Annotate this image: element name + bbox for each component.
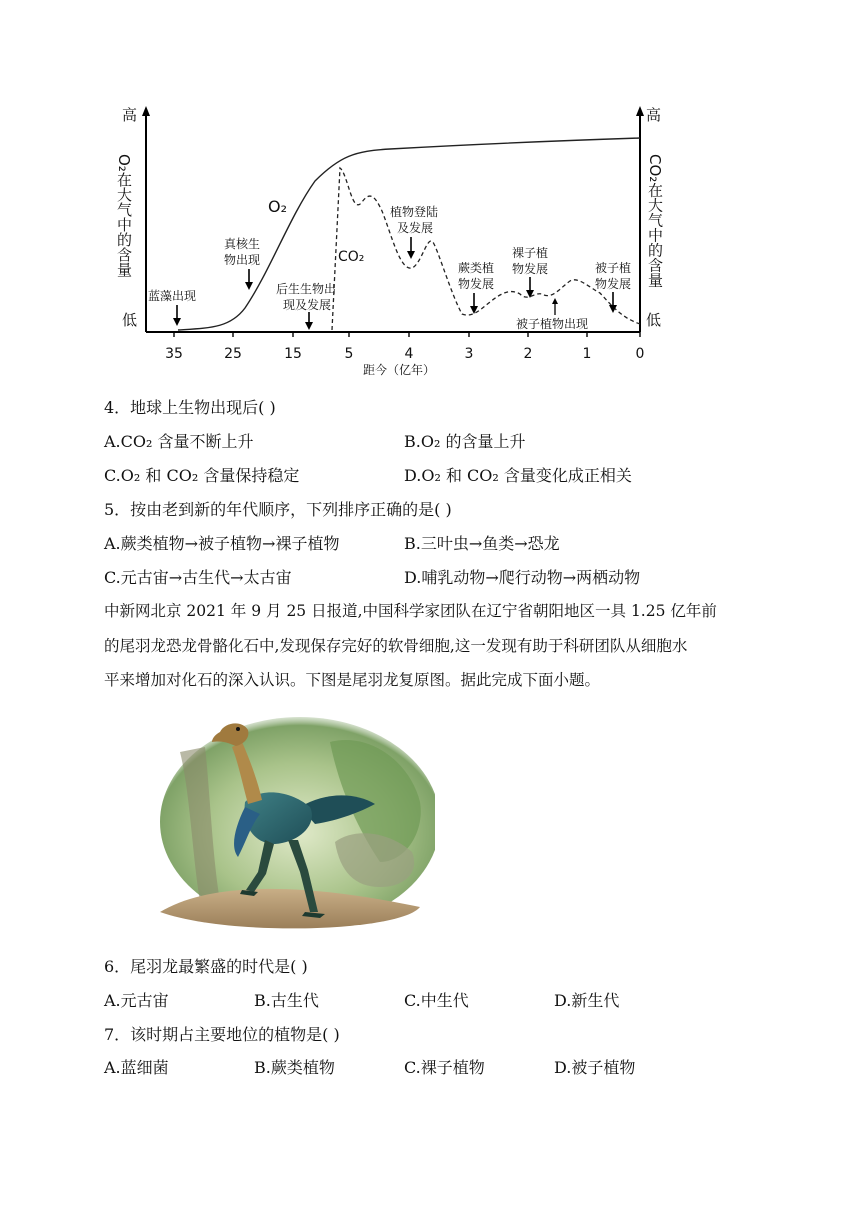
passage-line-1: 中新网北京 2021 年 9 月 25 日报道,中国科学家团队在辽宁省朝阳地区一具 1.25 亿年前 (104, 602, 717, 620)
q4-option-a[interactable]: A.CO₂ 含量不断上升 (104, 432, 254, 451)
o2-label: O₂ (268, 197, 288, 216)
right-axis-label: CO₂在大气中的含量 (646, 154, 664, 288)
caudipteryx-illustration (150, 712, 435, 937)
left-axis-high: 高 (122, 106, 138, 124)
x-tick-label: 5 (344, 346, 354, 362)
q4-stem: 4．地球上生物出现后( ) (104, 398, 276, 417)
annotation-zhenhe-line1: 真核生 (224, 237, 261, 251)
x-tick-label: 4 (404, 346, 414, 362)
q5-option-a[interactable]: A.蕨类植物→被子植物→裸子植物 (104, 534, 340, 553)
annotation-jue (458, 260, 494, 314)
q6-option-b[interactable]: B.古生代 (254, 991, 319, 1010)
q4-option-c[interactable]: C.O₂ 和 CO₂ 含量保持稳定 (104, 466, 300, 485)
passage-line-3: 平来增加对化石的深入认识。下图是尾羽龙复原图。据此完成下面小题。 (104, 671, 601, 689)
q7-stem: 7．该时期占主要地位的植物是( ) (104, 1025, 340, 1044)
q6-stem: 6．尾羽龙最繁盛的时代是( ) (104, 957, 308, 976)
x-tick-label: 3 (464, 346, 474, 362)
q7-option-d[interactable]: D.被子植物 (554, 1058, 636, 1077)
annotation-housheng-line2: 现及发展 (283, 298, 332, 312)
passage-line-2: 的尾羽龙恐龙骨骼化石中,发现保存完好的软骨细胞,这一发现有助于科研团队从细胞水 (104, 637, 688, 655)
annotation-housheng (276, 281, 336, 330)
annotation-beizi-develop (595, 260, 631, 313)
q6-option-d[interactable]: D.新生代 (554, 991, 620, 1010)
dino-eye (236, 727, 240, 731)
annotation-lanzao-text: 蓝藻出现 (148, 289, 197, 303)
co2-label: CO₂ (338, 249, 365, 265)
x-tick-label: 2 (523, 346, 533, 362)
left-axis-label: O₂在大气中的含量 (115, 154, 133, 277)
q5-option-b[interactable]: B.三叶虫→鱼类→恐龙 (404, 534, 560, 553)
q7-option-b[interactable]: B.蕨类植物 (254, 1058, 335, 1077)
co2-curve (332, 168, 640, 330)
left-axis-low: 低 (122, 311, 138, 329)
annotation-jue-line1: 蕨类植 (458, 261, 495, 275)
q7-option-c[interactable]: C.裸子植物 (404, 1058, 485, 1077)
q4-option-d[interactable]: D.O₂ 和 CO₂ 含量变化成正相关 (404, 466, 632, 485)
annotation-luozi (512, 245, 548, 298)
annotation-beizi-appear (516, 298, 588, 331)
right-axis-arrow (636, 106, 644, 116)
annotation-dengliu-line2: 及发展 (397, 221, 434, 235)
x-tick-label: 0 (635, 346, 645, 362)
annotation-zhenhe-line2: 物出现 (224, 253, 261, 267)
right-axis-low: 低 (646, 311, 662, 329)
x-tick-label: 15 (284, 346, 302, 362)
annotation-beizi-appear-text: 被子植物出现 (516, 317, 589, 331)
right-axis-high: 高 (646, 106, 662, 124)
annotation-dengliu-line1: 植物登陆 (390, 205, 439, 219)
q6-option-a[interactable]: A.元古宙 (104, 991, 169, 1010)
x-tick-label: 35 (165, 346, 183, 362)
annotation-jue-line2: 物发展 (458, 277, 495, 291)
annotation-housheng-line1: 后生生物出 (276, 282, 337, 296)
q7-option-a[interactable]: A.蓝细菌 (104, 1058, 169, 1077)
x-ticks (165, 332, 644, 362)
q5-stem: 5．按由老到新的年代顺序，下列排序正确的是( ) (104, 500, 452, 519)
q6-option-c[interactable]: C.中生代 (404, 991, 469, 1010)
x-tick-label: 25 (224, 346, 242, 362)
q5-option-d[interactable]: D.哺乳动物→爬行动物→两栖动物 (404, 568, 641, 587)
q5-option-c[interactable]: C.元古宙→古生代→太古宙 (104, 568, 292, 587)
annotation-luozi-line2: 物发展 (512, 262, 549, 276)
left-axis-arrow (142, 106, 150, 116)
annotation-beizi-line2: 物发展 (595, 277, 632, 291)
o2-co2-chart (100, 96, 680, 386)
q4-option-b[interactable]: B.O₂ 的含量上升 (404, 432, 526, 451)
annotation-luozi-line1: 裸子植 (512, 246, 549, 260)
x-axis-label: 距今（亿年） (363, 363, 436, 377)
annotation-beizi-line1: 被子植 (595, 261, 632, 275)
annotation-zhenhe (224, 236, 260, 290)
annotation-lanzao (148, 288, 196, 326)
x-tick-label: 1 (582, 346, 592, 362)
